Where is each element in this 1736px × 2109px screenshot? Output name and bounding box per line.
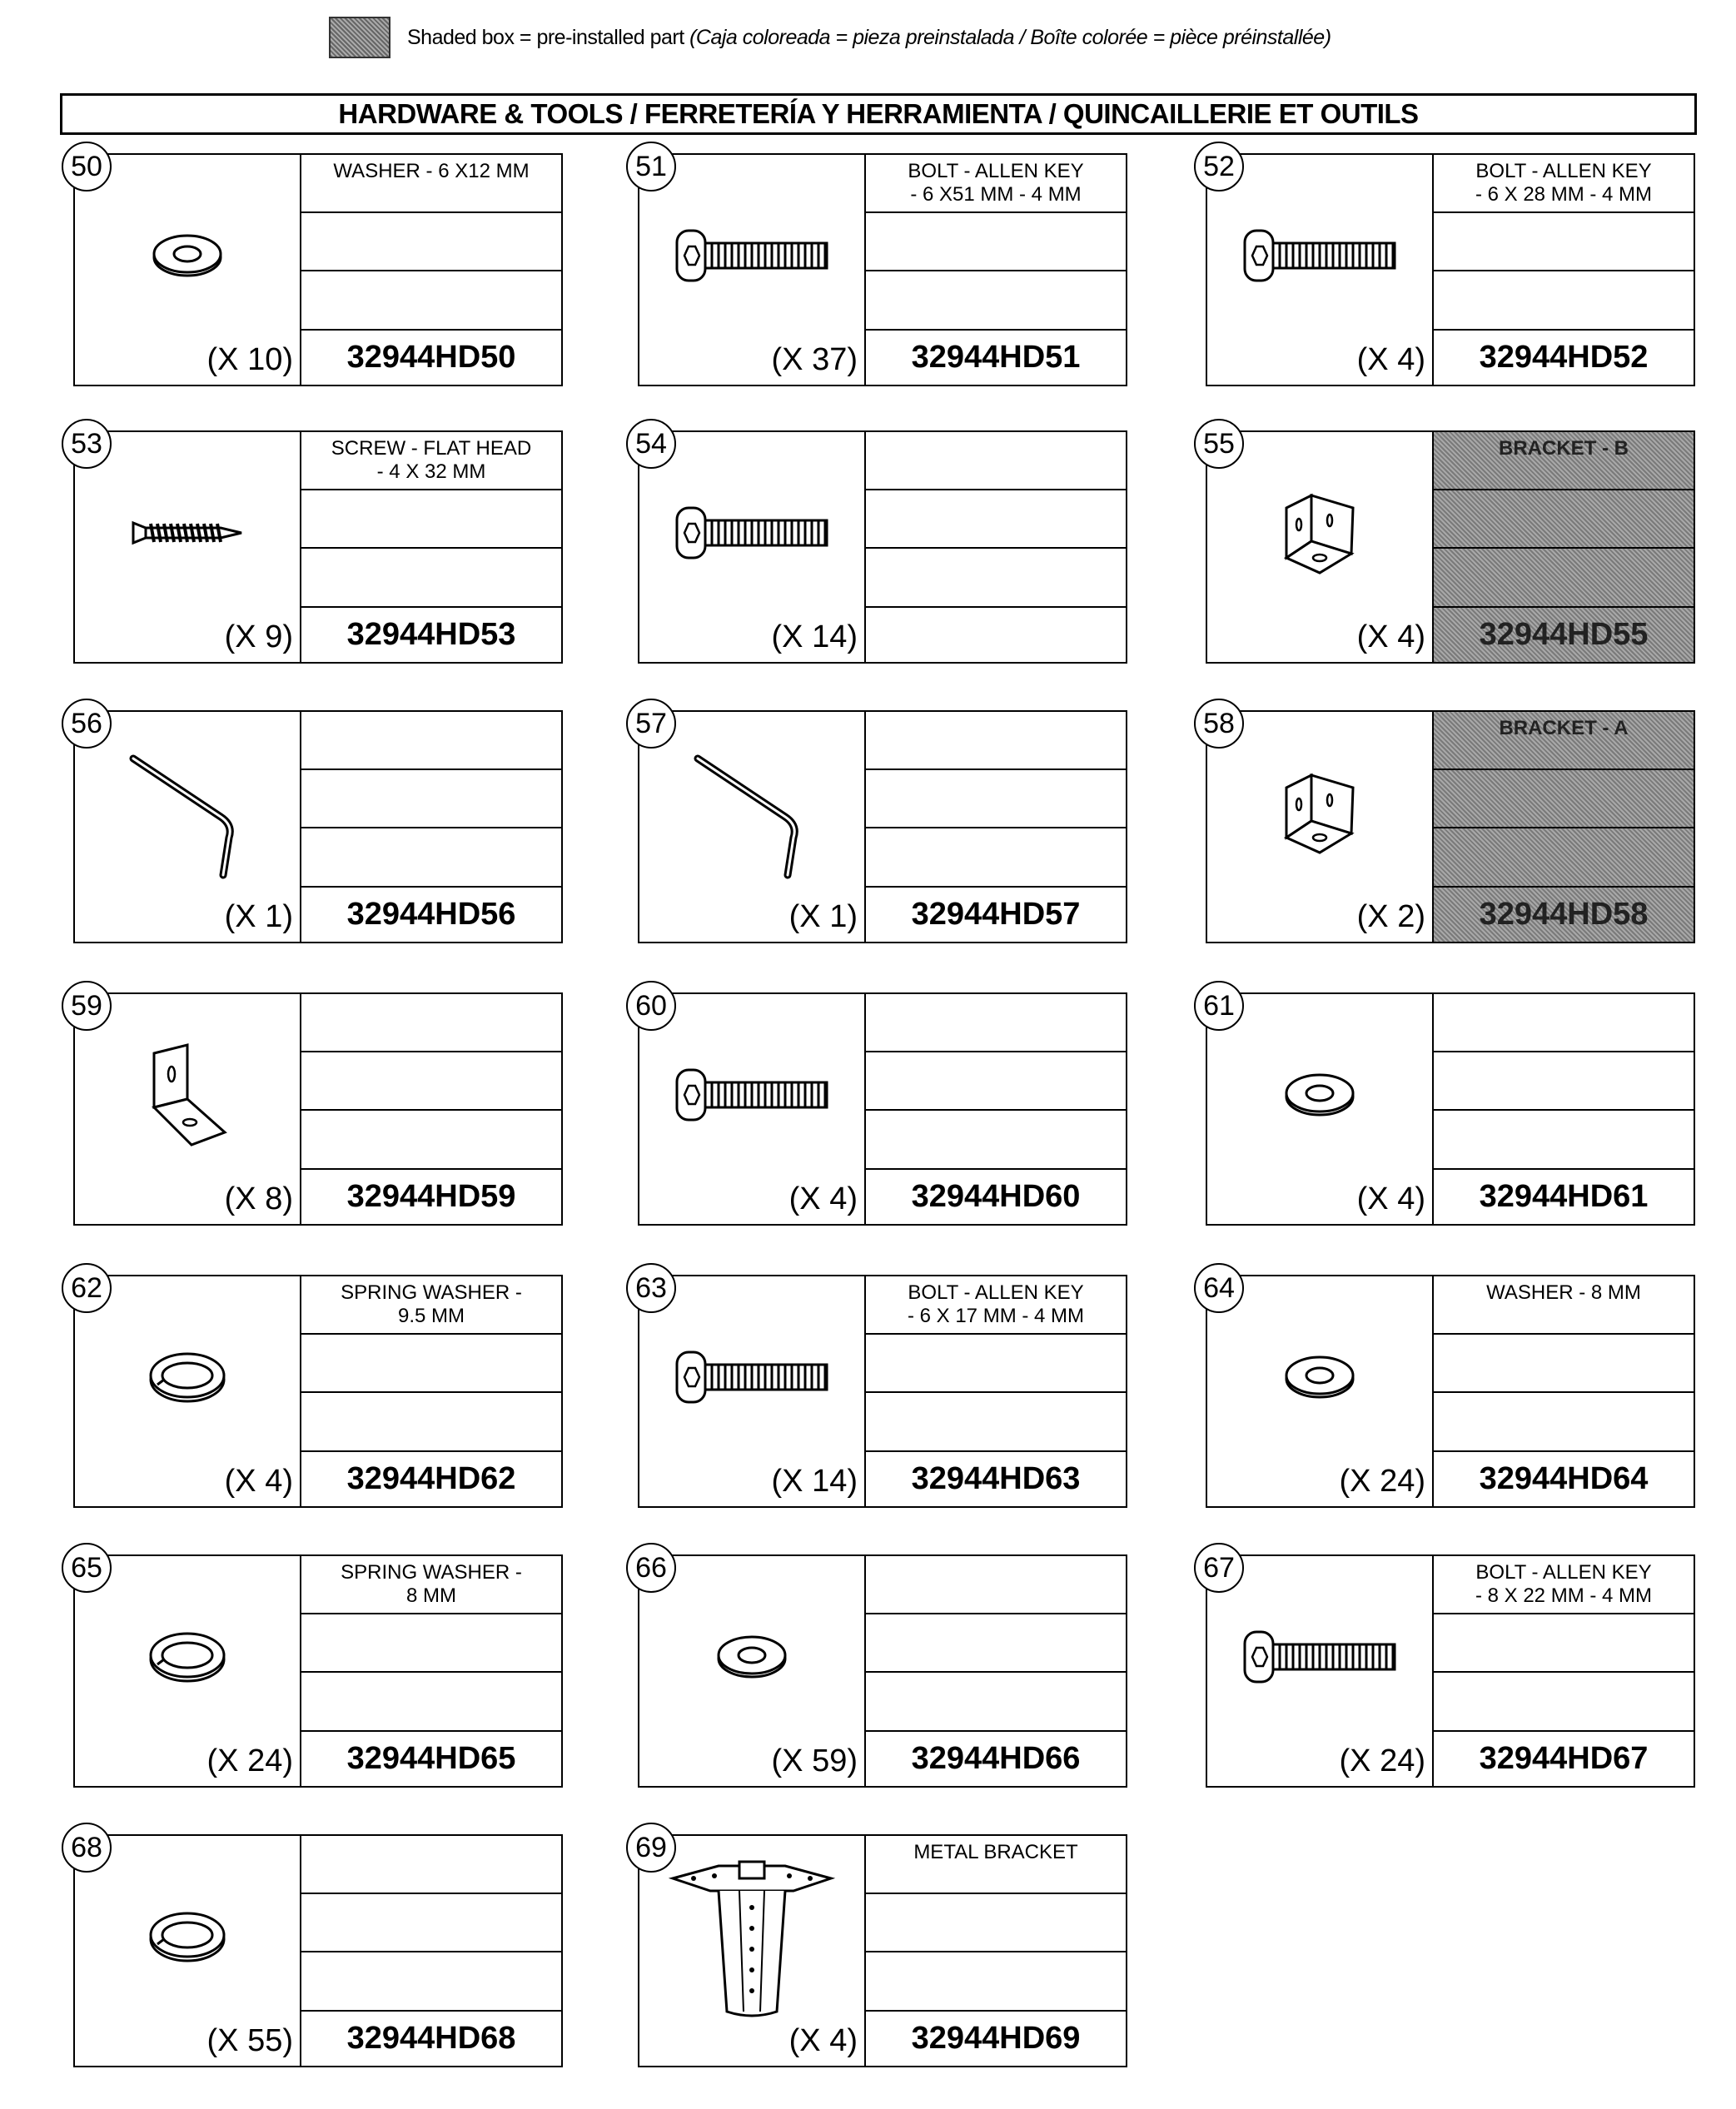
part-card-52 (1203, 150, 1695, 386)
part-illustration (75, 994, 301, 1224)
part-code: 32944HD64 (1479, 1461, 1649, 1497)
part-label-box (301, 1556, 561, 1786)
part-label-box (866, 432, 1126, 662)
blank-row (1434, 1335, 1694, 1393)
part-label-box (1434, 155, 1694, 385)
part-label-box (866, 1836, 1126, 2066)
blank-row (1434, 1614, 1694, 1673)
part-number-badge: 55 (1194, 419, 1244, 469)
part-card-60 (635, 989, 1127, 1226)
part-description (301, 994, 561, 1052)
blank-row (301, 828, 561, 887)
blank-row (301, 1393, 561, 1451)
part-quantity: (X 4) (224, 1464, 293, 1499)
blank-row (301, 770, 561, 828)
part-code: 32944HD66 (911, 1741, 1081, 1777)
part-code: 32944HD55 (1479, 617, 1649, 653)
blank-row (1434, 213, 1694, 271)
part-code: 32944HD53 (346, 617, 516, 653)
part-number-badge: 63 (626, 1263, 676, 1313)
part-code (866, 608, 1126, 662)
part-card-58 (1203, 707, 1695, 943)
part-quantity: (X 4) (788, 1181, 858, 1216)
section-title: HARDWARE & TOOLS / FERRETERÍA Y HERRAMIENTA / QUINCAILLERIE ET OUTILS (60, 93, 1697, 135)
part-quantity: (X 4) (1356, 1181, 1425, 1216)
part-quantity: (X 4) (788, 2023, 858, 2058)
part-number-badge: 59 (62, 981, 112, 1031)
part-label-box (866, 994, 1126, 1224)
part-card-68 (71, 1831, 563, 2067)
blank-row (1434, 828, 1694, 887)
part-description (866, 994, 1126, 1052)
part-quantity: (X 4) (1356, 619, 1425, 654)
blank-row (301, 1335, 561, 1393)
part-card-65 (71, 1551, 563, 1788)
part-quantity: (X 37) (771, 342, 858, 377)
part-description (301, 1836, 561, 1894)
blank-row (866, 1894, 1126, 1952)
part-description: BOLT - ALLEN KEY - 6 X 28 MM - 4 MM (1434, 155, 1694, 213)
part-illustration (639, 994, 866, 1224)
part-quantity: (X 24) (1339, 1743, 1425, 1778)
part-label-box (301, 432, 561, 662)
part-card-57 (635, 707, 1127, 943)
blank-row (866, 490, 1126, 549)
part-quantity: (X 1) (224, 899, 293, 934)
part-illustration (639, 432, 866, 662)
blank-row (1434, 1111, 1694, 1169)
blank-row (301, 1952, 561, 2011)
part-quantity: (X 9) (224, 619, 293, 654)
part-description (1434, 994, 1694, 1052)
part-illustration (639, 155, 866, 385)
part-label-box (866, 1556, 1126, 1786)
part-illustration (1207, 712, 1434, 942)
part-quantity: (X 4) (1356, 342, 1425, 377)
part-illustration (75, 1836, 301, 2066)
part-card-59 (71, 989, 563, 1226)
part-card-53 (71, 427, 563, 664)
part-description (866, 1556, 1126, 1614)
part-label-box (1434, 1276, 1694, 1506)
part-card-67 (1203, 1551, 1695, 1788)
blank-row (301, 1673, 561, 1731)
part-number-badge: 57 (626, 699, 676, 749)
part-label-box (1434, 432, 1694, 662)
part-illustration (1207, 994, 1434, 1224)
part-quantity: (X 1) (788, 899, 858, 934)
blank-row (866, 1673, 1126, 1731)
part-description: BOLT - ALLEN KEY - 6 X51 MM - 4 MM (866, 155, 1126, 213)
blank-row (1434, 1673, 1694, 1731)
part-number-badge: 68 (62, 1823, 112, 1873)
part-card-64 (1203, 1271, 1695, 1508)
part-description: BOLT - ALLEN KEY - 8 X 22 MM - 4 MM (1434, 1556, 1694, 1614)
blank-row (866, 271, 1126, 330)
shaded-swatch (329, 17, 390, 58)
part-code: 32944HD50 (346, 340, 516, 376)
part-illustration (1207, 1276, 1434, 1506)
blank-row (866, 828, 1126, 887)
part-code: 32944HD68 (346, 2021, 516, 2057)
part-card-55 (1203, 427, 1695, 664)
part-illustration (75, 155, 301, 385)
part-label-box (301, 1276, 561, 1506)
blank-row (1434, 271, 1694, 330)
part-label-box (301, 994, 561, 1224)
part-card-56 (71, 707, 563, 943)
part-code: 32944HD62 (346, 1461, 516, 1497)
part-number-badge: 51 (626, 142, 676, 192)
part-label-box (866, 712, 1126, 942)
blank-row (1434, 1393, 1694, 1451)
blank-row (866, 1052, 1126, 1111)
part-number-badge: 60 (626, 981, 676, 1031)
part-card-63 (635, 1271, 1127, 1508)
part-illustration (1207, 432, 1434, 662)
part-quantity: (X 24) (206, 1743, 293, 1778)
legend-translation: (Caja coloreada = pieza preinstalada / Boîte colorée = pièce préinstallée) (689, 25, 1331, 49)
part-code: 32944HD56 (346, 897, 516, 933)
blank-row (301, 490, 561, 549)
part-code: 32944HD60 (911, 1179, 1081, 1215)
part-description: WASHER - 8 MM (1434, 1276, 1694, 1335)
part-code: 32944HD57 (911, 897, 1081, 933)
part-number-badge: 62 (62, 1263, 112, 1313)
part-illustration (639, 1836, 866, 2066)
part-code: 32944HD58 (1479, 897, 1649, 933)
part-quantity: (X 2) (1356, 899, 1425, 934)
blank-row (866, 1111, 1126, 1169)
blank-row (866, 1614, 1126, 1673)
part-code: 32944HD63 (911, 1461, 1081, 1497)
blank-row (866, 1393, 1126, 1451)
blank-row (301, 1894, 561, 1952)
part-label-box (1434, 1556, 1694, 1786)
part-number-badge: 54 (626, 419, 676, 469)
blank-row (866, 213, 1126, 271)
part-number-badge: 64 (1194, 1263, 1244, 1313)
part-code: 32944HD61 (1479, 1179, 1649, 1215)
blank-row (1434, 1052, 1694, 1111)
part-description: SCREW - FLAT HEAD - 4 X 32 MM (301, 432, 561, 490)
part-code: 32944HD65 (346, 1741, 516, 1777)
blank-row (866, 1952, 1126, 2011)
part-label-box (301, 712, 561, 942)
legend-text: Shaded box = pre-installed part (407, 25, 690, 49)
part-number-badge: 58 (1194, 699, 1244, 749)
blank-row (301, 271, 561, 330)
part-illustration (1207, 155, 1434, 385)
part-card-54 (635, 427, 1127, 664)
part-description: WASHER - 6 X12 MM (301, 155, 561, 213)
part-code: 32944HD52 (1479, 340, 1649, 376)
part-illustration (639, 1276, 866, 1506)
part-description (301, 712, 561, 770)
part-number-badge: 56 (62, 699, 112, 749)
blank-row (301, 1052, 561, 1111)
part-description: SPRING WASHER - 9.5 MM (301, 1276, 561, 1335)
part-number-badge: 66 (626, 1543, 676, 1593)
part-card-51 (635, 150, 1127, 386)
part-number-badge: 67 (1194, 1543, 1244, 1593)
part-quantity: (X 10) (206, 342, 293, 377)
part-label-box (866, 1276, 1126, 1506)
part-quantity: (X 55) (206, 2023, 293, 2058)
part-description: BOLT - ALLEN KEY - 6 X 17 MM - 4 MM (866, 1276, 1126, 1335)
part-illustration (639, 712, 866, 942)
blank-row (301, 549, 561, 607)
part-card-66 (635, 1551, 1127, 1788)
part-number-badge: 69 (626, 1823, 676, 1873)
part-quantity: (X 24) (1339, 1464, 1425, 1499)
part-description (866, 712, 1126, 770)
part-code: 32944HD69 (911, 2021, 1081, 2057)
part-illustration (75, 712, 301, 942)
part-description: SPRING WASHER - 8 MM (301, 1556, 561, 1614)
part-label-box (1434, 994, 1694, 1224)
part-quantity: (X 14) (771, 1464, 858, 1499)
blank-row (866, 549, 1126, 607)
blank-row (1434, 549, 1694, 607)
blank-row (301, 1614, 561, 1673)
part-number-badge: 52 (1194, 142, 1244, 192)
part-card-69 (635, 1831, 1127, 2067)
part-card-61 (1203, 989, 1695, 1226)
part-illustration (1207, 1556, 1434, 1786)
blank-row (1434, 770, 1694, 828)
blank-row (301, 213, 561, 271)
part-label-box (866, 155, 1126, 385)
part-description: BRACKET - A (1434, 712, 1694, 770)
part-description: METAL BRACKET (866, 1836, 1126, 1894)
part-quantity: (X 14) (771, 619, 858, 654)
part-quantity: (X 59) (771, 1743, 858, 1778)
part-number-badge: 50 (62, 142, 112, 192)
shaded-legend (329, 17, 1331, 58)
part-label-box (301, 1836, 561, 2066)
part-code: 32944HD51 (911, 340, 1081, 376)
part-card-50 (71, 150, 563, 386)
part-label-box (1434, 712, 1694, 942)
part-description: BRACKET - B (1434, 432, 1694, 490)
part-illustration (639, 1556, 866, 1786)
part-description (866, 432, 1126, 490)
part-code: 32944HD59 (346, 1179, 516, 1215)
blank-row (301, 1111, 561, 1169)
part-illustration (75, 432, 301, 662)
part-illustration (75, 1276, 301, 1506)
blank-row (1434, 490, 1694, 549)
blank-row (866, 1335, 1126, 1393)
part-code: 32944HD67 (1479, 1741, 1649, 1777)
part-label-box (301, 155, 561, 385)
blank-row (866, 770, 1126, 828)
part-number-badge: 53 (62, 419, 112, 469)
part-card-62 (71, 1271, 563, 1508)
part-illustration (75, 1556, 301, 1786)
part-number-badge: 65 (62, 1543, 112, 1593)
part-quantity: (X 8) (224, 1181, 293, 1216)
part-number-badge: 61 (1194, 981, 1244, 1031)
